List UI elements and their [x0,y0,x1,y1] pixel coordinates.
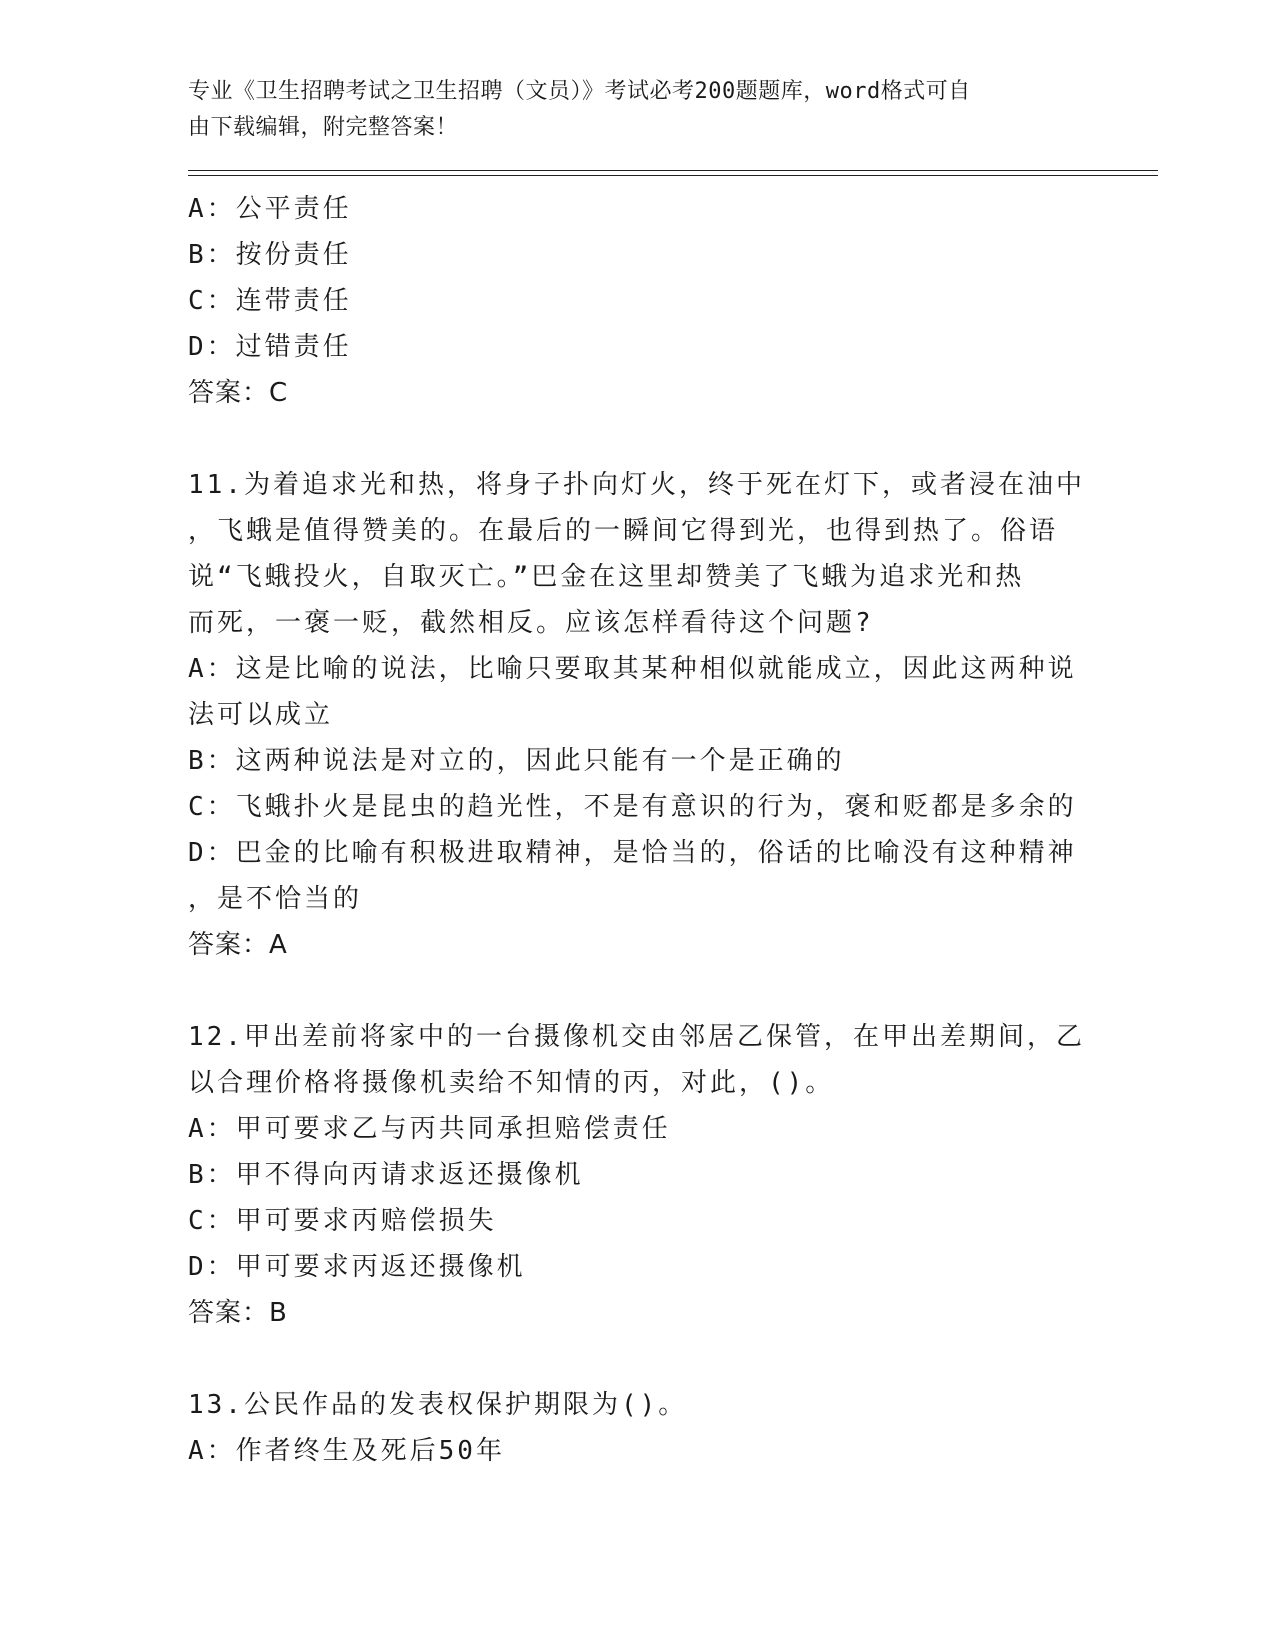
option-a-cont: 法可以成立 [188,700,334,730]
header-rule-top [188,170,1158,171]
answer-line: 答案：A [188,930,288,960]
question-stem: 而死，一褒一贬，截然相反。应该怎样看待这个问题? [188,608,874,638]
question-stem: 11.为着追求光和热，将身子扑向灯火，终于死在灯下，或者浸在油中 [188,470,1085,500]
option-c: C：连带责任 [188,286,352,316]
document-header [188,74,1088,146]
option-d: D：甲可要求丙返还摄像机 [188,1252,526,1282]
question-12 [188,1014,1088,1336]
option-a: A：这是比喻的说法，比喻只要取其某种相似就能成立，因此这两种说 [188,654,1077,684]
option-b: B：这两种说法是对立的，因此只能有一个是正确的 [188,746,845,776]
option-c: C：甲可要求丙赔偿损失 [188,1206,497,1236]
option-b: B：甲不得向丙请求返还摄像机 [188,1160,584,1190]
option-c: C：飞蛾扑火是昆虫的趋光性，不是有意识的行为，褒和贬都是多余的 [188,792,1077,822]
question-13 [188,1382,1088,1474]
question-stem: ，飞蛾是值得赞美的。在最后的一瞬间它得到光，也得到热了。俗语 [188,516,1059,546]
question-stem: 13.公民作品的发表权保护期限为()。 [188,1390,688,1420]
option-d: D：过错责任 [188,332,352,362]
option-d: D：巴金的比喻有积极进取精神，是恰当的，俗话的比喻没有这种精神 [188,838,1077,868]
option-a: A：作者终生及死后50年 [188,1436,505,1466]
question-11 [188,462,1088,968]
question-10-options [188,186,1088,416]
question-stem: 说“飞蛾投火，自取灭亡。”巴金在这里却赞美了飞蛾为追求光和热 [188,562,1025,592]
header-line-2: 由下载编辑，附完整答案！ [188,115,459,140]
header-rule-bottom [188,175,1158,176]
option-a: A：甲可要求乙与丙共同承担赔偿责任 [188,1114,671,1144]
question-stem: 以合理价格将摄像机卖给不知情的丙，对此，()。 [188,1068,835,1098]
answer-line: 答案：C [188,378,289,408]
option-b: B：按份责任 [188,240,352,270]
option-d-cont: ，是不恰当的 [188,884,363,914]
answer-line: 答案：B [188,1298,288,1328]
option-a: A：公平责任 [188,194,352,224]
question-stem: 12.甲出差前将家中的一台摄像机交由邻居乙保管，在甲出差期间，乙 [188,1022,1085,1052]
header-line-1: 专业《卫生招聘考试之卫生招聘（文员）》考试必考200题题库，word格式可自 [188,79,971,104]
question-content [188,186,1088,1474]
